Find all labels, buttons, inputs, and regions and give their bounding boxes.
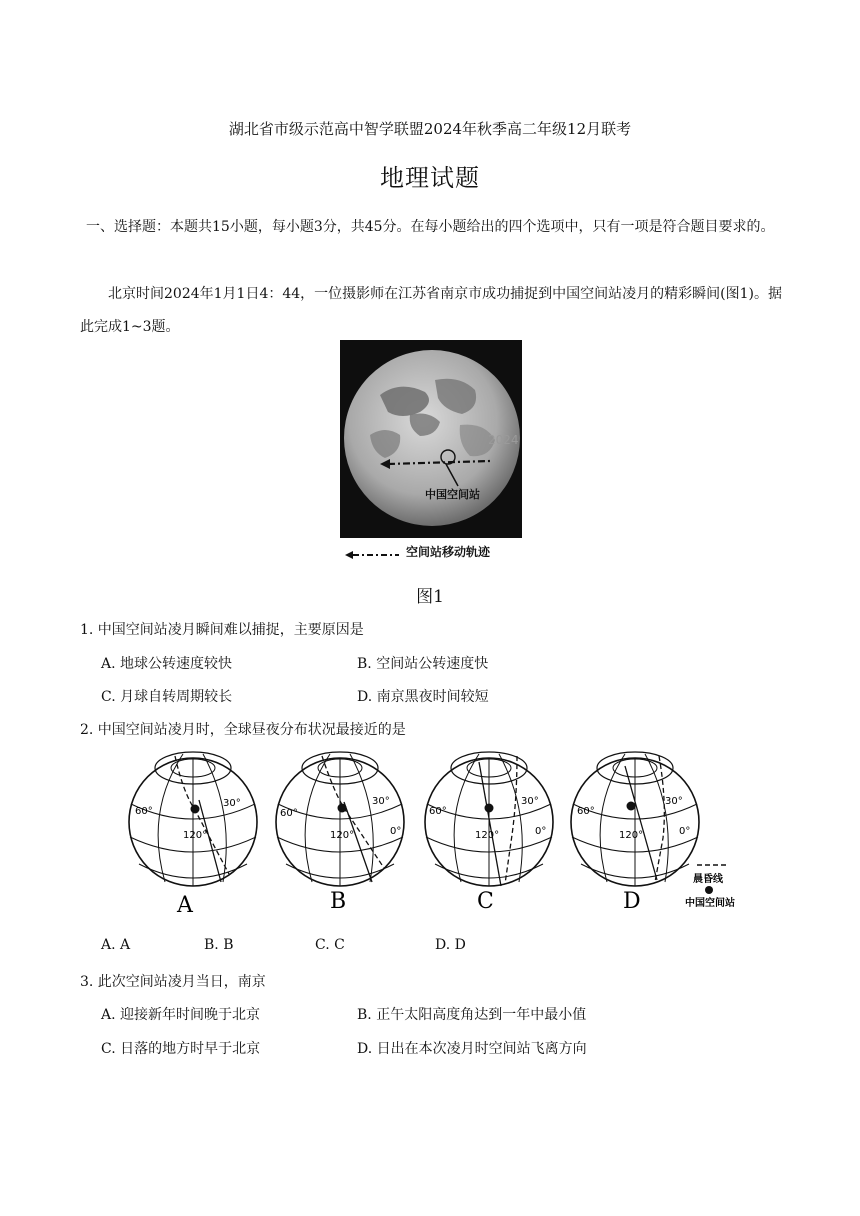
q2-option-c[interactable]: C. C (315, 937, 345, 953)
photo-watermark: 2024 (488, 433, 519, 447)
globe-b-lon0: 0° (390, 826, 402, 837)
legend-terminator-label: 晨昏线 (693, 874, 723, 885)
globe-b-lat30: 30° (372, 796, 390, 807)
exam-title: 地理试题 (380, 164, 480, 192)
q2-option-a[interactable]: A. A (101, 937, 131, 953)
globe-a (129, 752, 257, 918)
globe-c-lon0: 0° (535, 826, 547, 837)
q3-option-b[interactable]: B. 正午太阳高度角达到一年中最小值 (357, 1007, 587, 1023)
q2-option-d[interactable]: D. D (435, 937, 466, 953)
globe-c (425, 752, 553, 914)
globe-a-lon120: 120° (183, 830, 208, 841)
q2-option-b[interactable]: B. B (204, 937, 234, 953)
question-2-stem: 2. 中国空间站凌月时，全球昼夜分布状况最接近的是 (80, 722, 406, 738)
station-label: 中国空间站 (425, 488, 480, 501)
moon-illustration (340, 340, 522, 538)
globe-b (276, 752, 404, 914)
q1-option-d[interactable]: D. 南京黑夜时间较短 (357, 689, 489, 705)
globe-b-letter: B (330, 889, 347, 914)
exam-header: 湖北省市级示范高中智学联盟2024年秋季高二年级12月联考 (228, 120, 632, 138)
q3-option-a[interactable]: A. 迎接新年时间晚于北京 (101, 1007, 261, 1023)
q1-option-a[interactable]: A. 地球公转速度较快 (101, 656, 233, 672)
globe-c-letter: C (477, 889, 494, 914)
globe-b-lat60: 60° (280, 808, 298, 819)
legend-station-label: 中国空间站 (685, 898, 735, 909)
globe-a-letter: A (177, 893, 193, 918)
q1-option-b[interactable]: B. 空间站公转速度快 (357, 656, 489, 672)
q1-option-c[interactable]: C. 月球自转周期较长 (101, 689, 233, 705)
globe-d (571, 752, 699, 914)
legend-station-dot (705, 886, 713, 894)
globes-figure (125, 742, 765, 922)
moon-photo (340, 340, 522, 538)
globe-d-lat30: 30° (665, 796, 683, 807)
section-instructions: 一、选择题：本题共15小题，每小题3分，共45分。在每小题给出的四个选项中，只有一项是符合题目要求的。 (86, 219, 775, 235)
figure1-caption: 图1 (416, 587, 444, 607)
globe-d-lon0: 0° (679, 826, 691, 837)
globe-d-lon120: 120° (619, 830, 644, 841)
legend-track-icon (345, 546, 401, 565)
globe-a-lat60: 60° (135, 806, 153, 817)
q3-option-d[interactable]: D. 日出在本次凌月时空间站飞离方向 (357, 1041, 587, 1057)
question-intro: 北京时间2024年1月1日4：44，一位摄影师在江苏省南京市成功捕捉到中国空间站凌月的精彩瞬间(图1)。据此完成1~3题。 (80, 286, 782, 335)
q3-option-c[interactable]: C. 日落的地方时早于北京 (101, 1041, 261, 1057)
globe-b-lon120: 120° (330, 830, 355, 841)
globe-a-lat30: 30° (223, 798, 241, 809)
globe-c-lat30: 30° (521, 796, 539, 807)
globe-c-lon120: 120° (475, 830, 500, 841)
legend-track-label: 空间站移动轨迹 (406, 545, 491, 559)
question-1-stem: 1. 中国空间站凌月瞬间难以捕捉，主要原因是 (80, 622, 364, 638)
globe-c-lat60: 60° (429, 806, 447, 817)
globe-d-lat60: 60° (577, 806, 595, 817)
globe-d-letter: D (623, 889, 641, 914)
question-3-stem: 3. 此次空间站凌月当日，南京 (80, 974, 266, 990)
